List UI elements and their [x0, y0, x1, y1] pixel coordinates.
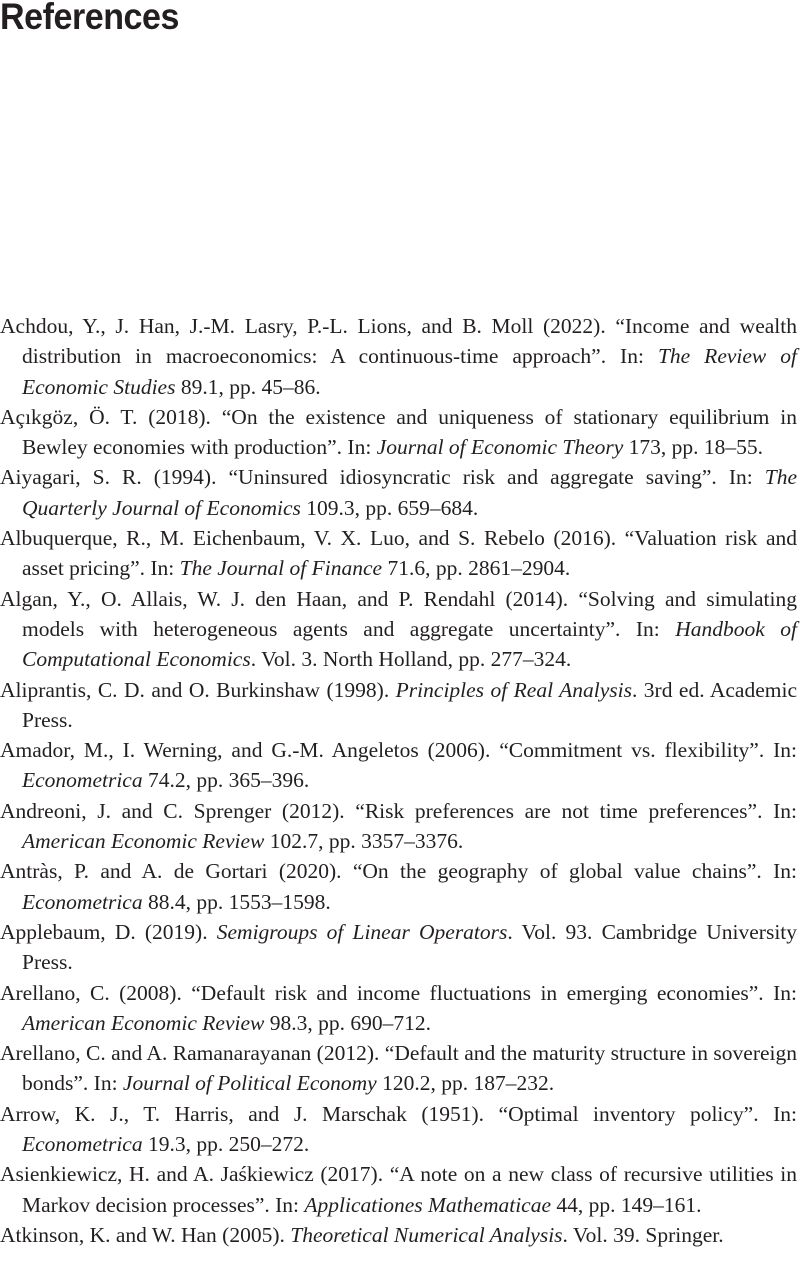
reference-details: 120.2, pp. 187–232. [376, 1071, 555, 1096]
reference-text: Arrow, K. J., T. Harris, and J. Marschak (1951). “Optimal inventory policy”. In: [0, 1101, 797, 1126]
reference-details: 74.2, pp. 365–396. [142, 768, 310, 793]
reference-details: 98.3, pp. 690–712. [264, 1010, 432, 1035]
reference-text: Applebaum, D. (2019). [0, 919, 217, 944]
reference-details: 88.4, pp. 1553–1598. [142, 889, 331, 914]
reference-text: Algan, Y., O. Allais, W. J. den Haan, and P. Rendahl (2014). “Solving and simulating models with heterogeneous agents and aggregate uncertainty”. In: [0, 586, 797, 641]
reference-details: 89.1, pp. 45–86. [175, 374, 321, 399]
reference-venue: Principles of Real Analysis [395, 677, 632, 702]
reference-entry [0, 402, 797, 463]
reference-details: . Vol. 39. Springer. [562, 1222, 724, 1247]
reference-entry [0, 735, 797, 796]
page-title: References [0, 0, 179, 37]
reference-details: 71.6, pp. 2861–2904. [382, 556, 571, 581]
reference-entry [0, 523, 797, 584]
reference-entry [0, 1220, 797, 1250]
reference-entry [0, 1038, 797, 1099]
reference-entry [0, 978, 797, 1039]
reference-venue: Econometrica [22, 1132, 143, 1157]
reference-text: Arellano, C. (2008). “Default risk and income fluctuations in emerging economies”. In: [0, 980, 797, 1005]
reference-list [0, 311, 797, 1250]
reference-venue: The Quarterly Journal of Economics [22, 465, 797, 520]
reference-venue: Journal of Political Economy [122, 1071, 377, 1096]
reference-venue: American Economic Review [22, 1010, 265, 1035]
reference-venue: The Review of Economic Studies [22, 344, 797, 399]
reference-entry [0, 311, 797, 402]
reference-venue: Econometrica [22, 768, 143, 793]
reference-text: Achdou, Y., J. Han, J.-M. Lasry, P.-L. Lions, and B. Moll (2022). “Income and wealth distribution in macroeconomics: A continuous-time approach”. In: [0, 314, 797, 369]
reference-entry [0, 917, 797, 978]
reference-details: 109.3, pp. 659–684. [300, 495, 479, 520]
reference-details: 102.7, pp. 3357–3376. [264, 829, 464, 854]
reference-entry [0, 675, 797, 736]
reference-text: Aliprantis, C. D. and O. Burkinshaw (1998). [0, 677, 396, 702]
reference-text: Amador, M., I. Werning, and G.-M. Angeletos (2006). “Commitment vs. flexibility”. In: [0, 738, 797, 763]
reference-text: Açıkgöz, Ö. T. (2018). “On the existence and uniqueness of stationary equilibrium in Bewley economies with production”. In: [0, 404, 797, 460]
reference-details: 44, pp. 149–161. [551, 1192, 702, 1217]
reference-details: 173, pp. 18–55. [623, 435, 764, 460]
reference-venue: Handbook of Computational Economics [22, 616, 797, 672]
reference-details: . Vol. 93. Cambridge University Press. [22, 919, 798, 975]
reference-text: Aiyagari, S. R. (1994). “Uninsured idiosyncratic risk and aggregate saving”. In: [0, 465, 765, 490]
reference-venue: American Economic Review [22, 829, 265, 854]
reference-text: Arellano, C. and A. Ramanarayanan (2012). “Default and the maturity structure in sovereign bonds”. In: [0, 1041, 797, 1096]
reference-venue: Theoretical Numerical Analysis [290, 1222, 563, 1247]
reference-text: Atkinson, K. and W. Han (2005). [0, 1222, 291, 1247]
reference-text: Asienkiewicz, H. and A. Jaśkiewicz (2017). “A note on a new class of recursive utilities in Markov decision processes”. In: [0, 1162, 797, 1217]
reference-details: 19.3, pp. 250–272. [142, 1132, 310, 1157]
reference-entry [0, 462, 797, 523]
reference-entry [0, 1099, 797, 1160]
reference-venue: Econometrica [22, 889, 143, 914]
reference-venue: Journal of Economic Theory [376, 435, 624, 460]
reference-text: Albuquerque, R., M. Eichenbaum, V. X. Luo, and S. Rebelo (2016). “Valuation risk and asset pricing”. In: [0, 526, 797, 581]
reference-entry [0, 796, 797, 857]
reference-entry [0, 584, 797, 675]
reference-venue: Semigroups of Linear Operators [216, 919, 508, 944]
reference-entry [0, 1159, 797, 1220]
reference-venue: The Journal of Finance [179, 556, 383, 581]
reference-text: Andreoni, J. and C. Sprenger (2012). “Risk preferences are not time preferences”. In: [0, 798, 797, 823]
reference-details: . Vol. 3. North Holland, pp. 277–324. [250, 647, 572, 672]
reference-venue: Applicationes Mathematicae [304, 1192, 552, 1217]
reference-entry [0, 856, 797, 917]
reference-text: Antràs, P. and A. de Gortari (2020). “On the geography of global value chains”. In: [0, 859, 797, 884]
reference-details: . 3rd ed. Academic Press. [22, 677, 797, 732]
